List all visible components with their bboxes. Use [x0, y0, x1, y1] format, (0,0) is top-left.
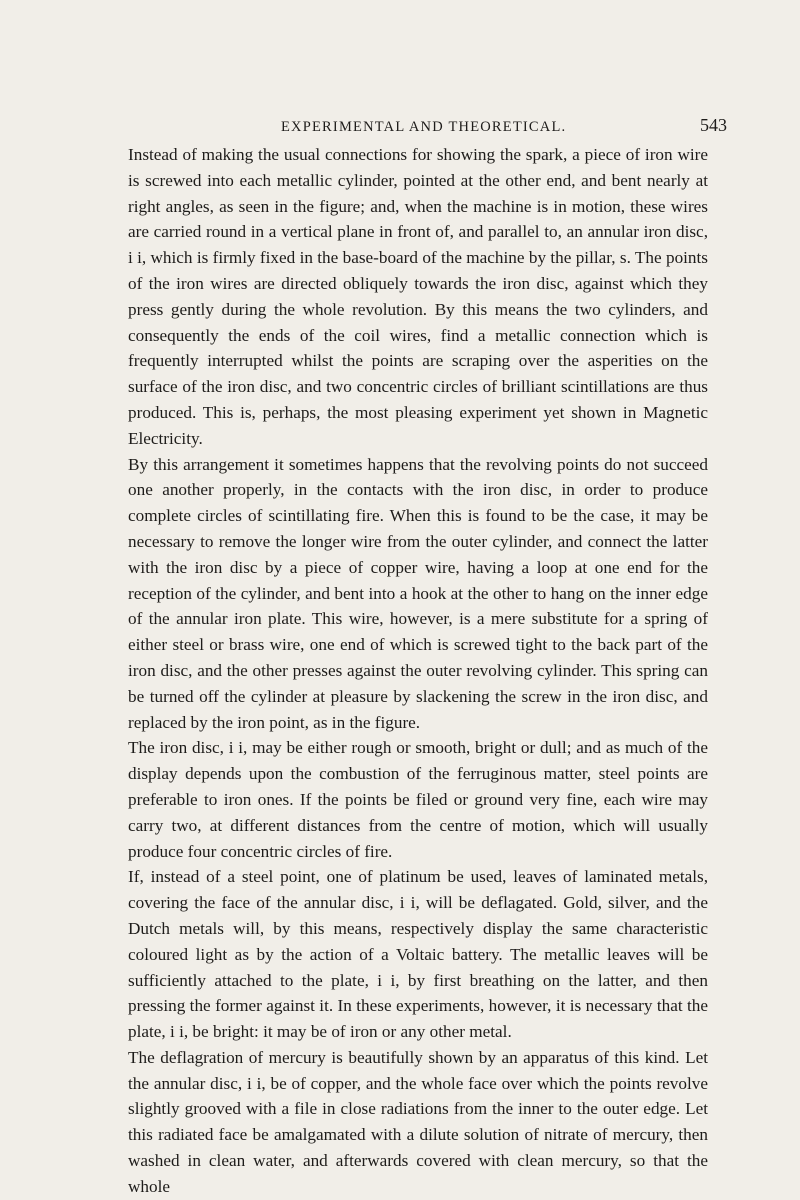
running-head: EXPERIMENTAL AND THEORETICAL. — [281, 119, 567, 135]
paragraph-2: By this arrangement it sometimes happens that the revolving points do not succeed one another properly, in the contacts with the iron disc, in order to produce complete circles of scintillating fire. When this is found to be the case, it may be necessary to remove the longer wire from the outer cylinder, and connect the latter with the iron disc by a piece of copper wire, having a loop at one end for the reception of the cylinder, and bent into a hook at the other to hang on the inner edge of the annular iron plate. This wire, however, is a mere substitute for a spring of either steel or brass wire, one end of which is screwed tight to the back part of the iron disc, and the other presses against the outer revolving cylinder. This spring can be turned off the cylinder at pleasure by slackening the screw in the iron disc, and replaced by the iron point, as in the figure. — [128, 454, 708, 732]
paragraph-3: The iron disc, i i, may be either rough or smooth, bright or dull; and as much of the display depends upon the combustion of the ferruginous matter, steel points are preferable to iron ones. If the points be filed or ground very fine, each wire may carry two, at different distances from the centre of motion, which will usually produce four concentric circles of fire. — [128, 738, 708, 861]
page-number: 543 — [700, 115, 727, 135]
paragraph-1: Instead of making the usual connections for showing the spark, a piece of iron wire is screwed into each metallic cylinder, pointed at the other end, and bent nearly at right angles, as seen in the figure; and, when the machine is in motion, these wires are carried round in a vertical plane in front of, and parallel to, an annular iron disc, i i, which is firmly fixed in the base-board of the machine by the pillar, s. The points of the iron wires are directed obliquely towards the iron disc, against which they press gently during the whole revolution. By this means the two cylinders, and consequently the ends of the coil wires, find a metallic connection which is frequently interrupted whilst the points are scraping over the asperities on the surface of the iron disc, and two concentric circles of brilliant scintillations are thus produced. This is, perhaps, the most pleasing experiment yet shown in Magnetic Electricity. — [128, 145, 708, 448]
paragraph-5: The deflagration of mercury is beautifully shown by an apparatus of this kind. Let the annular disc, i i, be of copper, and the whole face over which the points revolve slightly grooved with a file in close radiations from the inner to the outer edge. Let this radiated face be amalgamated with a dilute solution of nitrate of mercury, then washed in clean water, and afterwards covered with clean mercury, so that the whole — [128, 1047, 708, 1196]
body-text — [128, 142, 708, 1200]
paragraph-4: If, instead of a steel point, one of platinum be used, leaves of laminated metals, covering the face of the annular disc, i i, will be deflagated. Gold, silver, and the Dutch metals will, by this means, respectively display the same characteristic coloured light as by the action of a Voltaic battery. The metallic leaves will be sufficiently attached to the plate, i i, by first breathing on the latter, and then pressing the former against it. In these experiments, however, it is necessary that the plate, i i, be bright: it may be of iron or any other metal. — [128, 867, 708, 1042]
